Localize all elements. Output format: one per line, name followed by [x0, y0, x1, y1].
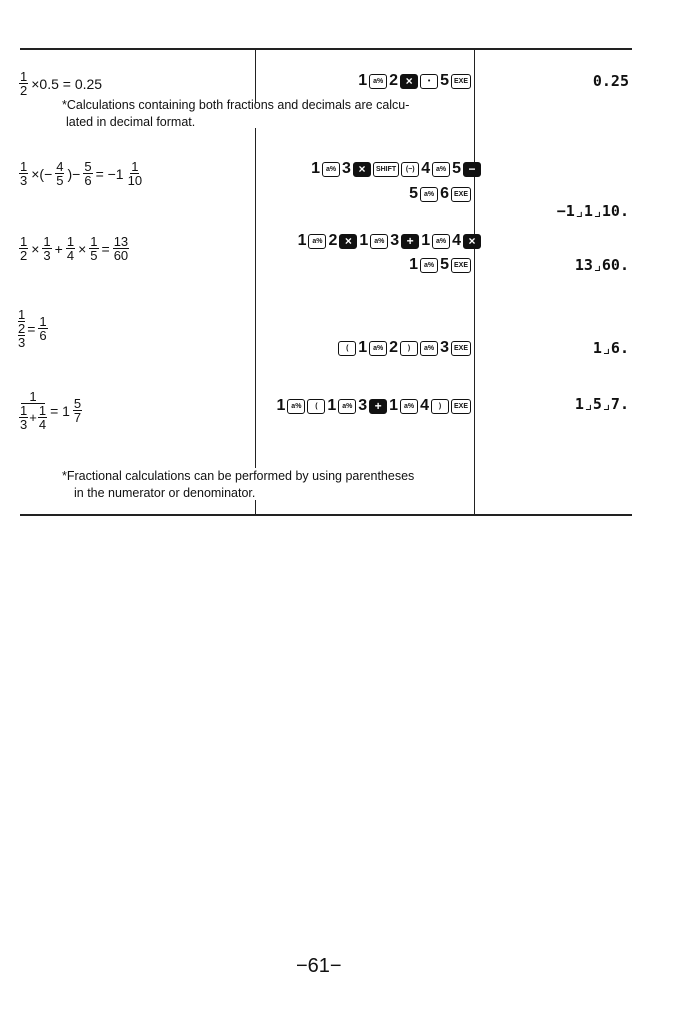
- minus-key-icon: −: [463, 162, 481, 177]
- note-2: *Fractional calculations can be performed by using parentheses in the numerator or denominator.: [62, 469, 415, 500]
- keystrokes-2b: 5 a% 6 EXE: [409, 185, 471, 203]
- expression-1: $\frac{1}{2}$ ×0.5 = 0.25: [20, 69, 103, 98]
- expression-2: $\frac{1}{3}$ ×(− $\frac{4}{5}$ )− $\frac{5}{6}$ = −1 $\frac{1}{10}$: [20, 159, 143, 188]
- top-rule: [20, 48, 632, 50]
- abc-key-icon: a%: [369, 74, 387, 89]
- close-paren-key-icon: ): [400, 341, 418, 356]
- column-divider-left: [255, 500, 256, 516]
- note-1: *Calculations containing both fractions and decimals are calcu- lated in decimal format.: [62, 98, 410, 129]
- result-4: 1⌟6.: [592, 339, 629, 357]
- decimal-key-icon: •: [420, 74, 438, 89]
- keystrokes-3a: 1 a% 2 × 1 a% 3 + 1 a% 4 ×: [298, 232, 481, 250]
- keystrokes-3b: 1 a% 5 EXE: [409, 256, 471, 274]
- result-1: 0.25: [592, 72, 629, 90]
- open-paren-key-icon: (: [338, 341, 356, 356]
- expression-5: 1 $\frac{1}{3}$ + $\frac{1}{4}$ = 1 $\frac{5}{7}$: [20, 389, 82, 432]
- shift-key-icon: SHIFT: [373, 162, 399, 177]
- keystrokes-2a: 1 a% 3 × SHIFT (−) 4 a% 5 −: [311, 160, 481, 178]
- exe-key-icon: EXE: [451, 74, 471, 89]
- keystrokes-4: ( 1 a% 2 ) a% 3 EXE: [338, 339, 471, 357]
- column-divider-left: [255, 48, 256, 103]
- result-2: −1⌟1⌟10.: [556, 202, 629, 220]
- result-3: 13⌟60.: [574, 256, 629, 274]
- page-number: −61−: [296, 955, 342, 977]
- keystrokes-1: 1 a% 2 × • 5 EXE: [358, 72, 471, 90]
- bottom-rule: [20, 514, 632, 516]
- expression-3: $\frac{1}{2}$ × $\frac{1}{3}$ + $\frac{1}{4}$ × $\frac{1}{5}$ = $\frac{13}{60}$: [20, 234, 129, 263]
- result-5: 1⌟5⌟7.: [574, 395, 629, 413]
- expression-4: 1 2 3 = $\frac{1}{6}$: [18, 307, 47, 350]
- keystrokes-5: 1 a% ( 1 a% 3 + 1 a% 4 ) EXE: [276, 397, 471, 415]
- multiply-key-icon: ×: [400, 74, 418, 89]
- plus-key-icon: +: [401, 234, 419, 249]
- expr-text: ×0.5 = 0.25: [31, 75, 103, 92]
- column-divider-left: [255, 128, 256, 468]
- negative-key-icon: (−): [401, 162, 419, 177]
